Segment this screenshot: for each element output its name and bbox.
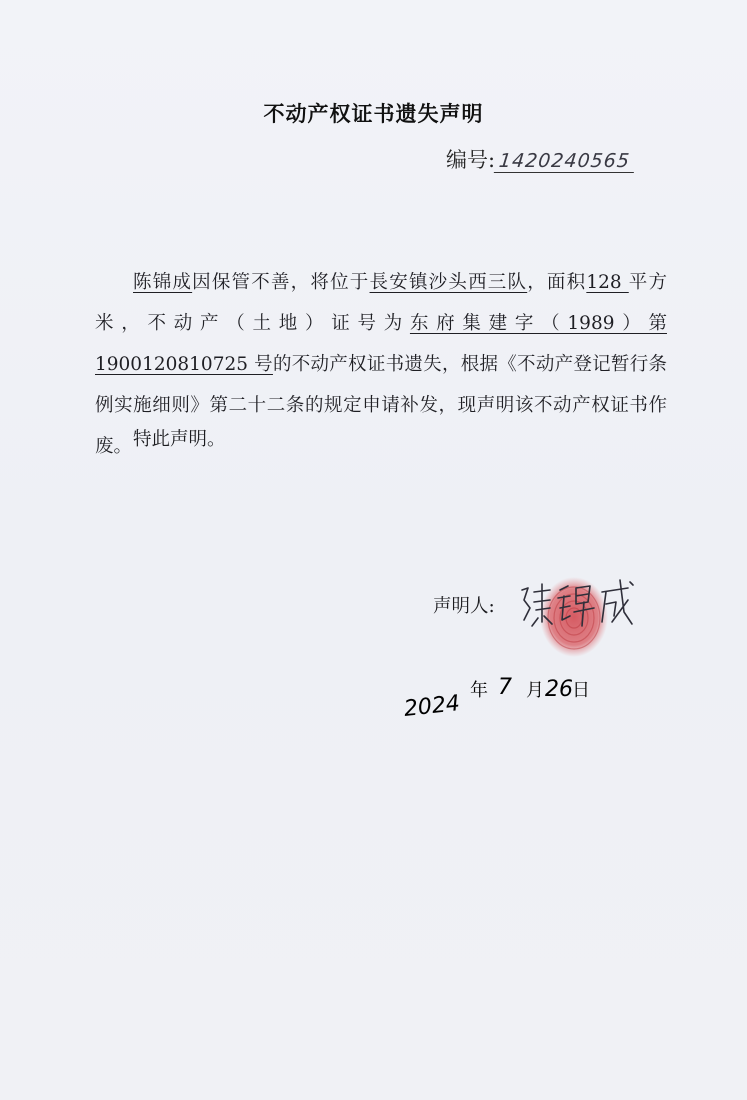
handwritten-date — [402, 672, 602, 722]
property-location: 長安镇沙头西三队 — [369, 272, 528, 293]
date-day: 26 — [545, 677, 573, 702]
body-text-1: 因保管不善，将位于 — [192, 272, 370, 293]
serial-number — [446, 144, 635, 174]
owner-name: 陈锦成 — [133, 272, 193, 293]
serial-value: 1420240565 — [494, 150, 636, 173]
handwritten-signature — [516, 572, 636, 632]
certificate-number: 东府集建字（1989）第 1900120810725 号 — [95, 313, 667, 375]
date-year: 2024 — [402, 691, 462, 722]
signer-label: 声明人: — [433, 596, 495, 617]
date-month: 7 — [498, 675, 512, 700]
body-text-3: 平方米，不动产（土地）证号为 — [95, 272, 667, 334]
property-area: 128 — [586, 272, 629, 293]
date-year-char: 年 — [470, 680, 488, 701]
date-day-char: 日 — [572, 680, 590, 701]
date-month-char: 月 — [526, 680, 544, 701]
serial-label: 编号: — [446, 148, 496, 172]
document-title: 不动产权证书遗失声明 — [263, 102, 484, 126]
body-text-2: ，面积 — [527, 272, 587, 293]
closing-statement: 特此声明。 — [133, 429, 226, 450]
body-text-4: 的不动产权证书遗失，根据《不动产登记暂行条例实施细则》第二十二条的规定申请补发，现声明该不动产权证书作废。 — [95, 354, 667, 457]
